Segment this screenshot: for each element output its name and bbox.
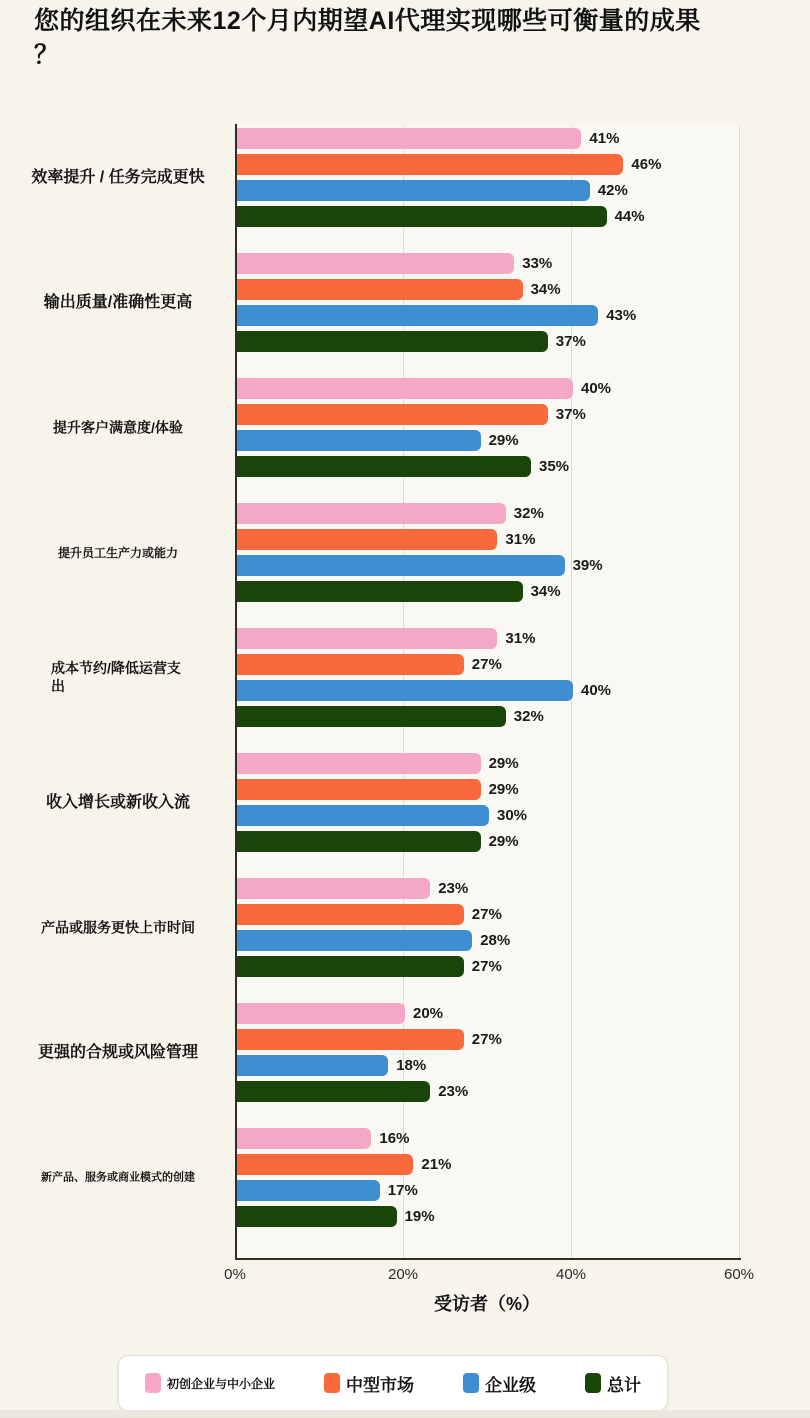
bar-value-label: 27% [471, 1031, 502, 1048]
bar-总计 [237, 831, 481, 852]
bar-value-label: 19% [404, 1208, 435, 1225]
bar-value-label: 27% [471, 906, 502, 923]
bar-value-label: 29% [488, 755, 519, 772]
bar-value-label: 27% [471, 656, 502, 673]
bar-value-label: 29% [488, 432, 519, 449]
x-axis-title: 受访者（%） [433, 1294, 540, 1314]
bar-企业级 [237, 1055, 388, 1076]
bar-value-label: 17% [387, 1182, 418, 1199]
bar-value-label: 39% [572, 557, 603, 574]
bar-value-label: 37% [555, 406, 586, 423]
bar-企业级 [237, 930, 472, 951]
category-label: 效率提升 / 任务完成更快 [31, 168, 205, 186]
bar-中型市场 [237, 529, 497, 550]
bar-企业级 [237, 680, 573, 701]
x-tick-label: 0% [224, 1266, 246, 1283]
bar-初创企业与中小企业 [237, 753, 481, 774]
gridline-60% [739, 125, 740, 1258]
legend-swatch-icon [324, 1373, 340, 1393]
chart-title-line1: 您的组织在未来12个月内期望AI代理实现哪些可衡量的成果 [34, 7, 701, 35]
bar-总计 [237, 706, 506, 727]
bar-value-label: 20% [413, 1005, 444, 1022]
bar-value-label: 32% [513, 708, 544, 725]
legend [118, 1355, 668, 1411]
legend-item-中型市场 [324, 1371, 414, 1396]
bar-中型市场 [237, 404, 548, 425]
bar-总计 [237, 331, 548, 352]
bar-value-label: 27% [471, 958, 502, 975]
bar-企业级 [237, 1180, 380, 1201]
chart-title [34, 4, 782, 72]
bar-value-label: 34% [530, 583, 561, 600]
bar-value-label: 32% [513, 505, 544, 522]
x-axis-line [235, 1258, 741, 1260]
bar-value-label: 44% [614, 208, 645, 225]
legend-item-企业级 [463, 1371, 536, 1396]
bar-企业级 [237, 180, 590, 201]
bar-总计 [237, 206, 607, 227]
bar-中型市场 [237, 279, 523, 300]
bar-value-label: 34% [530, 281, 561, 298]
category-label: 输出质量/准确性更高 [43, 293, 193, 311]
bar-初创企业与中小企业 [237, 253, 514, 274]
bar-value-label: 42% [597, 182, 628, 199]
bar-总计 [237, 1206, 397, 1227]
bar-企业级 [237, 805, 489, 826]
bar-总计 [237, 956, 464, 977]
bottom-strip [0, 1410, 810, 1418]
bar-企业级 [237, 430, 481, 451]
bar-初创企业与中小企业 [237, 1003, 405, 1024]
bar-初创企业与中小企业 [237, 628, 497, 649]
bar-中型市场 [237, 1154, 413, 1175]
bar-中型市场 [237, 779, 481, 800]
bar-企业级 [237, 555, 565, 576]
bar-中型市场 [237, 154, 623, 175]
bar-value-label: 31% [505, 630, 536, 647]
bar-value-label: 29% [488, 833, 519, 850]
bar-value-label: 35% [539, 458, 570, 475]
category-label: 收入增长或新收入流 [45, 793, 190, 811]
legend-label: 企业级 [484, 1375, 536, 1395]
category-label: 成本节约/降低运营支出 [51, 659, 181, 695]
category-label: 产品或服务更快上市时间 [41, 919, 195, 936]
bar-中型市场 [237, 1029, 464, 1050]
category-label: 提升客户满意度/体验 [53, 419, 183, 436]
bar-初创企业与中小企业 [237, 878, 430, 899]
category-label: 提升员工生产力或能力 [57, 545, 178, 560]
bar-初创企业与中小企业 [237, 128, 581, 149]
bar-value-label: 40% [581, 380, 612, 397]
legend-label: 初创企业与中小企业 [167, 1376, 276, 1391]
legend-swatch-icon [463, 1373, 479, 1393]
bar-value-label: 16% [379, 1130, 410, 1147]
bar-总计 [237, 456, 531, 477]
bar-value-label: 23% [438, 1083, 469, 1100]
chart-title-line2: ？ [34, 41, 60, 69]
bar-value-label: 28% [480, 932, 511, 949]
legend-item-初创企业与中小企业 [145, 1373, 275, 1393]
x-tick-label: 20% [387, 1266, 419, 1283]
bar-value-label: 23% [438, 880, 469, 897]
bar-总计 [237, 1081, 430, 1102]
x-tick-label: 40% [555, 1266, 587, 1283]
legend-swatch-icon [585, 1373, 601, 1393]
bar-value-label: 43% [606, 307, 637, 324]
bar-value-label: 37% [555, 333, 586, 350]
bar-value-label: 33% [522, 255, 553, 272]
legend-label: 总计 [606, 1375, 641, 1395]
category-label: 新产品、服务或商业模式的创建 [41, 1171, 195, 1184]
bar-中型市场 [237, 904, 464, 925]
bar-value-label: 40% [581, 682, 612, 699]
bar-中型市场 [237, 654, 464, 675]
bar-value-label: 46% [631, 156, 662, 173]
bar-value-label: 30% [497, 807, 528, 824]
bar-value-label: 41% [589, 130, 620, 147]
bar-value-label: 21% [421, 1156, 452, 1173]
x-tick-label: 60% [723, 1266, 755, 1283]
bar-value-label: 31% [505, 531, 536, 548]
bar-初创企业与中小企业 [237, 1128, 371, 1149]
legend-label: 中型市场 [346, 1375, 414, 1395]
legend-item-总计 [585, 1371, 641, 1396]
bar-value-label: 29% [488, 781, 519, 798]
bar-企业级 [237, 305, 598, 326]
bar-初创企业与中小企业 [237, 378, 573, 399]
bar-初创企业与中小企业 [237, 503, 506, 524]
bar-总计 [237, 581, 523, 602]
y-axis-line [235, 124, 237, 1259]
legend-swatch-icon [145, 1373, 161, 1393]
bar-value-label: 18% [396, 1057, 427, 1074]
category-label: 更强的合规或风险管理 [37, 1043, 198, 1061]
